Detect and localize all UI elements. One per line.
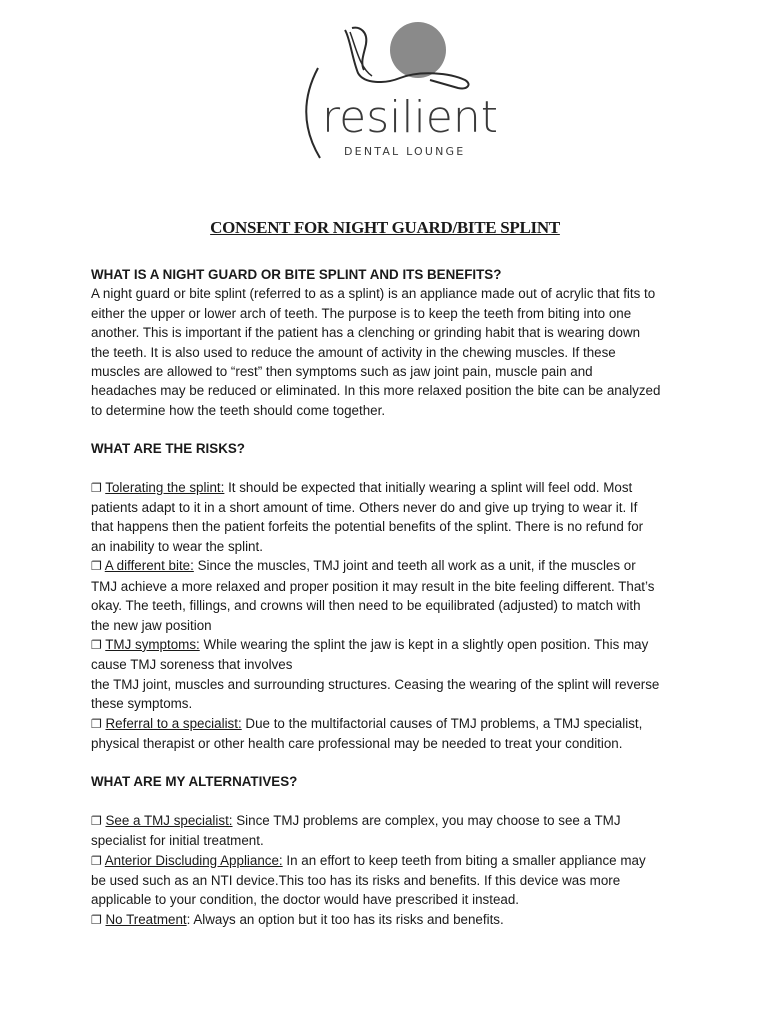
paragraph-line: okay. The teeth, fillings, and crowns will then need to be equilibrated (adjusted) to match with <box>91 598 641 614</box>
item-label: Tolerating the splint: <box>105 479 225 495</box>
paragraph-line: muscles are allowed to “rest” then symptoms such as jaw joint pain, muscle pain and <box>91 364 593 380</box>
paragraph-line: the teeth. It is also used to reduce the amount of activity in the chewing muscles. If these <box>91 344 616 360</box>
item-text: In an effort to keep teeth from biting a smaller appliance may <box>282 852 646 868</box>
paragraph-line: the TMJ joint, muscles and surrounding structures. Ceasing the wearing of the splint will reverse <box>91 676 660 692</box>
section-heading-benefits: WHAT IS A NIGHT GUARD OR BITE SPLINT AND ITS BENEFITS? <box>91 267 502 282</box>
checkbox-icon: ❐ <box>91 637 102 652</box>
item-text: Since TMJ problems are complex, you may choose to see a TMJ <box>232 812 621 828</box>
item-label: Referral to a specialist: <box>105 715 242 731</box>
paragraph-line: TMJ achieve a more relaxed and proper position it may result in the bite feeling different. That’s <box>91 578 655 594</box>
item-label: A different bite: <box>104 558 194 574</box>
section-heading-alternatives: WHAT ARE MY ALTERNATIVES? <box>91 774 298 790</box>
logo-wordmark: resilient <box>322 92 498 143</box>
list-item <box>91 910 691 930</box>
paragraph-line: A night guard or bite splint (referred to as a splint) is an appliance made out of acrylic that fits to <box>91 286 656 302</box>
list-item <box>91 714 691 734</box>
item-label: Anterior Discluding Appliance: <box>104 852 283 868</box>
paragraph-line: patients adapt to it in a short amount of time. Others never do and give up trying to wear it. If <box>91 500 638 516</box>
paragraph-line: be used such as an NTI device.This too has its risks and benefits. If this device was more <box>91 872 621 888</box>
paragraph-line: an inability to wear the splint. <box>91 538 263 554</box>
item-text: Since the muscles, TMJ joint and teeth all work as a unit, if the muscles or <box>193 558 636 574</box>
item-label: TMJ symptoms: <box>105 636 200 652</box>
list-item <box>91 556 691 576</box>
checkbox-icon: ❐ <box>91 559 102 574</box>
checkbox-icon: ❐ <box>91 912 102 927</box>
item-text: While wearing the splint the jaw is kept in a slightly open position. This may <box>199 636 649 652</box>
paragraph-line: specialist for initial treatment. <box>91 833 264 849</box>
paragraph-line: physical therapist or other health care professional may be needed to treat your condition. <box>91 735 623 751</box>
paragraph-line: cause TMJ soreness that involves <box>91 657 293 673</box>
paragraph-line: headaches may be reduced or eliminated. In this more relaxed position the bite can be analyzed <box>91 383 661 399</box>
item-text: Due to the multifactorial causes of TMJ problems, a TMJ specialist, <box>241 715 643 731</box>
checkbox-icon: ❐ <box>91 716 102 731</box>
section-heading-risks: WHAT ARE THE RISKS? <box>91 441 245 457</box>
paragraph-line: the new jaw position <box>91 617 212 633</box>
paragraph-line: either the upper or lower arch of teeth. The purpose is to keep the teeth from biting into one <box>91 305 632 321</box>
paragraph-line: to determine how the teeth should come together. <box>91 402 386 418</box>
checkbox-icon: ❐ <box>91 853 102 868</box>
paragraph-line: another. This is important if the patient has a clenching or grinding habit that is wearing down <box>91 325 641 341</box>
paragraph-line: that happens then the patient forfeits the potential benefits of the splint. There is no refund for <box>91 519 644 535</box>
list-item <box>91 851 691 871</box>
logo-tagline: DENTAL LOUNGE <box>344 145 466 158</box>
checkbox-icon: ❐ <box>91 813 102 828</box>
checkbox-icon: ❐ <box>91 480 102 495</box>
paragraph-line: these symptoms. <box>91 696 193 712</box>
list-item <box>91 478 691 498</box>
document-body <box>91 265 691 930</box>
item-label: See a TMJ specialist: <box>105 812 233 828</box>
list-item <box>91 811 691 831</box>
item-text: It should be expected that initially wearing a splint will feel odd. Most <box>224 479 633 495</box>
item-label: No Treatment <box>105 911 187 927</box>
list-item <box>91 635 691 655</box>
paragraph-line: applicable to your condition, the doctor would have prescribed it instead. <box>91 892 520 908</box>
item-text: : Always an option but it too has its risks and benefits. <box>186 911 504 927</box>
document-title: CONSENT FOR NIGHT GUARD/BITE SPLINT <box>210 218 560 237</box>
